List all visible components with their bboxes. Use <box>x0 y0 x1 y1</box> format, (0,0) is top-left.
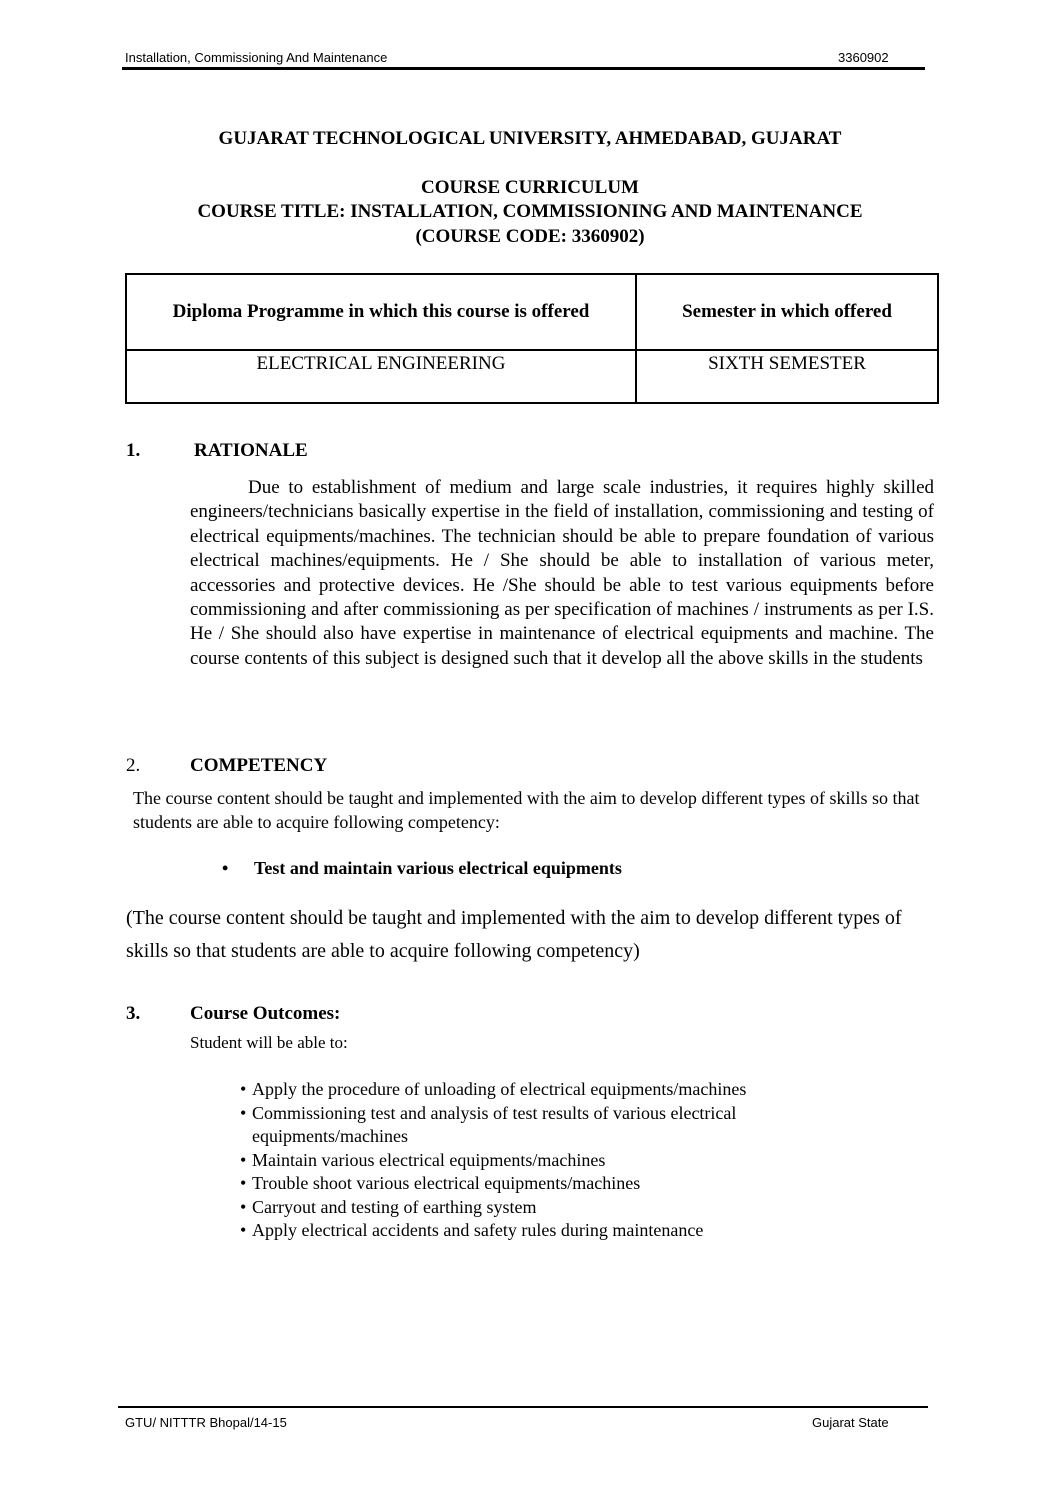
competency-note: (The course content should be taught and implemented with the aim to develop different types of skills so that students are able to acquire following competency) <box>126 907 902 962</box>
competency-bullet-item <box>222 858 622 879</box>
course-title: COURSE TITLE: INSTALLATION, COMMISSIONING AND MAINTENANCE <box>197 201 863 222</box>
outcomes-intro: Student will be able to: <box>190 1033 348 1052</box>
university-title: GUJARAT TECHNOLOGICAL UNIVERSITY, AHMEDABAD, GUJARAT <box>218 128 842 149</box>
running-header-code: 3360902 <box>838 50 889 65</box>
table-cell-programme: ELECTRICAL ENGINEERING <box>126 350 636 403</box>
competency-bullet-text: Test and maintain various electrical equipments <box>254 858 622 878</box>
competency-intro: The course content should be taught and implemented with the aim to develop different types of skills so that students are able to acquire following competency: <box>133 788 920 832</box>
list-item: • Maintain various electrical equipments/machines <box>240 1149 800 1173</box>
footer-right: Gujarat State <box>812 1415 889 1430</box>
list-item: • Commissioning test and analysis of test results of various electrical equipments/machines <box>240 1102 800 1149</box>
list-item: • Apply the procedure of unloading of electrical equipments/machines <box>240 1078 800 1102</box>
section-1-title: RATIONALE <box>194 440 308 461</box>
header-rule <box>122 67 925 70</box>
list-item: • Trouble shoot various electrical equipments/machines <box>240 1172 800 1196</box>
program-table <box>125 273 939 404</box>
section-2-title: COMPETENCY <box>190 755 328 776</box>
section-3-title: Course Outcomes: <box>190 1003 341 1024</box>
footer-rule <box>118 1406 928 1408</box>
footer-left: GTU/ NITTTR Bhopal/14-15 <box>125 1415 287 1430</box>
bullet-icon: • <box>222 858 229 878</box>
section-1-number: 1. <box>126 440 141 461</box>
table-header-semester: Semester in which offered <box>636 274 938 350</box>
rationale-paragraph: Due to establishment of medium and large scale industries, it requires highly skilled engineers/technicians basically expertise in the field of installation, commissioning and testing of electrical equipments/machines. The technician should be able to prepare foundation of various electrical machines/equipments. He / She should be able to installation of various meter, accessories and protective devices. He /She should be able to test various equipments before commissioning and after commissioning as per specification of machines / instruments as per I.S. He / She should also have expertise in maintenance of electrical equipments and machine. The course contents of this subject is designed such that it develop all the above skills in the students <box>190 477 934 669</box>
curriculum-title: COURSE CURRICULUM <box>421 177 639 198</box>
section-2-number: 2. <box>126 755 141 776</box>
outcomes-list <box>240 1078 800 1243</box>
section-3-number: 3. <box>126 1003 141 1024</box>
table-row <box>126 350 938 403</box>
table-cell-semester: SIXTH SEMESTER <box>636 350 938 403</box>
table-header-programme: Diploma Programme in which this course is offered <box>126 274 636 350</box>
course-code: (COURSE CODE: 3360902) <box>415 226 645 247</box>
list-item: • Carryout and testing of earthing system <box>240 1196 800 1220</box>
table-header-row <box>126 274 938 350</box>
running-header-title: Installation, Commissioning And Maintenance <box>125 50 388 65</box>
list-item: • Apply electrical accidents and safety rules during maintenance <box>240 1219 800 1243</box>
